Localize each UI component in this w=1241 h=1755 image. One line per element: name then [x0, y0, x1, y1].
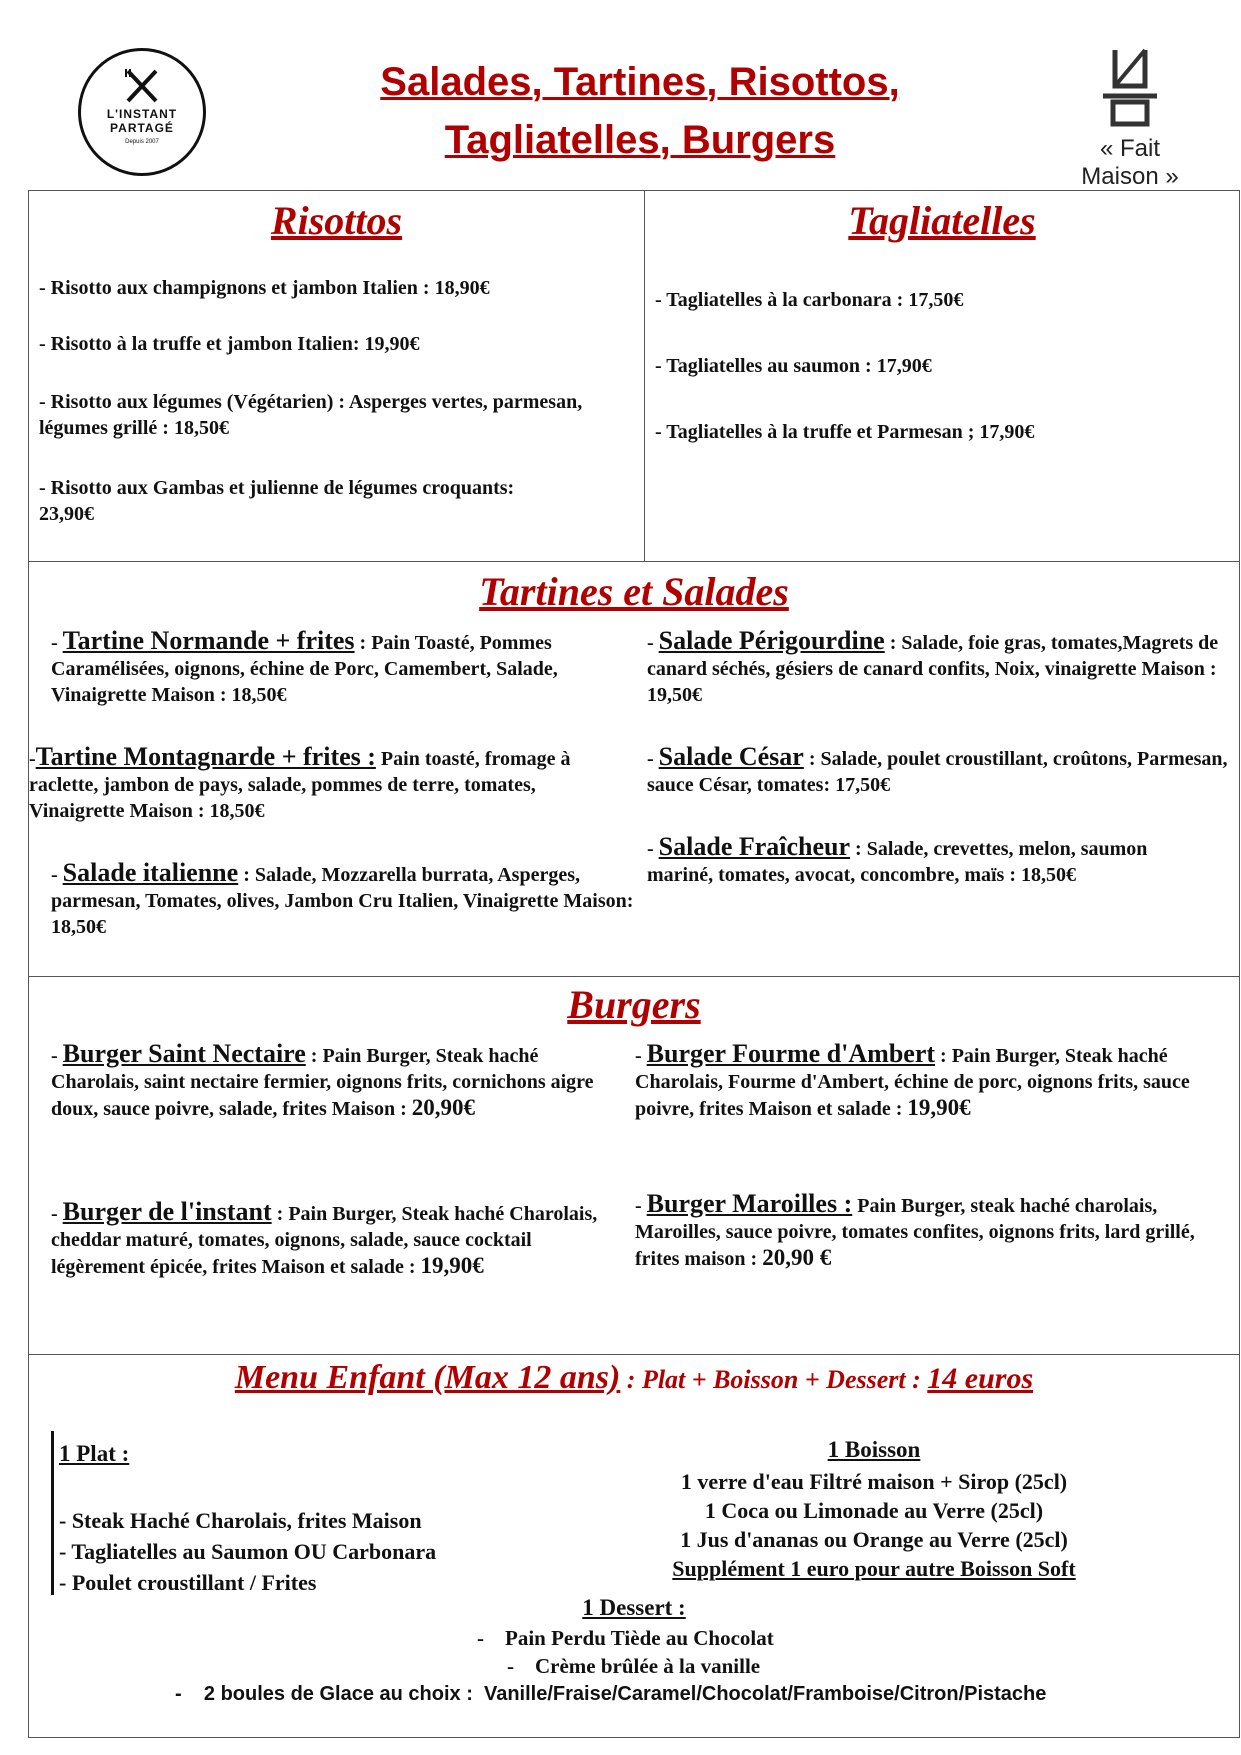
tartine-montagnarde — [29, 744, 629, 824]
item-name: Tartine Normande + frites — [62, 626, 355, 655]
item-price: 20,90€ — [411, 1095, 475, 1120]
menu-enfant-section — [28, 1354, 1240, 1738]
risottos-section — [28, 190, 645, 562]
item-name: Salade César — [658, 742, 804, 771]
item-name: Burger de l'instant — [62, 1197, 272, 1226]
boisson-item: 1 Coca ou Limonade au Verre (25cl) — [704, 1498, 1044, 1523]
item-name: Burger Fourme d'Ambert — [646, 1039, 936, 1068]
salade-italienne — [51, 860, 651, 940]
item-desc: Pain toasté, fromage à raclette, jambon de pays, salade, pommes de terre, tomates, Vinaigrette Maison : 18,50€ — [29, 748, 571, 822]
item-name: Burger Maroilles : — [646, 1189, 853, 1218]
boisson-supplement: Supplément 1 euro pour autre Boisson Soft — [672, 1556, 1076, 1581]
logo-line2: PARTAGÉ — [110, 121, 174, 135]
burgers-heading: Burgers — [567, 982, 701, 1027]
plat-item: - Steak Haché Charolais, frites Maison — [59, 1508, 422, 1533]
item-price: 20,90 € — [762, 1245, 832, 1270]
item-desc: : Pain Burger, Steak haché Charolais, Fourme d'Ambert, échine de porc, oignons frits, sauce poivre, frites Maison et salade : — [635, 1045, 1190, 1120]
item-desc: : Salade, foie gras, tomates,Magrets de canard séchés, gésiers de canard confits, Noix, vinaigrette Maison : 19,50€ — [647, 632, 1219, 706]
dessert-item: - Pain Perdu Tiède au Chocolat — [477, 1626, 774, 1650]
plat-divider — [51, 1431, 54, 1595]
item-prefix: - — [29, 748, 36, 770]
item-prefix: - — [51, 632, 63, 654]
item-prefix: - — [647, 838, 659, 860]
item-prefix: - — [647, 748, 659, 770]
boisson-title: 1 Boisson — [827, 1437, 921, 1462]
burger-maroilles — [635, 1191, 1215, 1272]
item-prefix: - — [647, 632, 659, 654]
item-name: Salade Fraîcheur — [658, 832, 851, 861]
item-prefix: - — [51, 864, 63, 886]
risotto-item: - Risotto à la truffe et jambon Italien: 19,90€ — [39, 333, 420, 355]
plat-title: 1 Plat : — [59, 1441, 130, 1466]
burger-saint-nectaire — [51, 1041, 626, 1122]
house-icon — [1095, 44, 1165, 128]
burgers-section — [28, 976, 1240, 1355]
tagliatelle-item: - Tagliatelles à la truffe et Parmesan ; 17,90€ — [655, 421, 1035, 443]
item-name: Burger Saint Nectaire — [62, 1039, 306, 1068]
fait-maison-logo — [1060, 44, 1200, 191]
item-price: 19,90€ — [907, 1095, 971, 1120]
menu-enfant-price: 14 euros — [927, 1362, 1034, 1395]
item-desc: : Pain Burger, Steak haché Charolais, saint nectaire fermier, oignons frits, cornichons aigre doux, sauce poivre, salade, frites Maison : — [51, 1045, 594, 1120]
tagliatelle-item: - Tagliatelles au saumon : 17,90€ — [655, 355, 932, 377]
menu-enfant-sub: : Plat + Boisson + Dessert : — [620, 1365, 928, 1394]
tartines-section — [28, 561, 1240, 977]
salade-cesar — [647, 744, 1237, 798]
salade-perigourdine — [647, 628, 1237, 708]
plat-item: - Poulet croustillant / Frites — [59, 1570, 317, 1595]
tartines-heading: Tartines et Salades — [479, 569, 789, 614]
page-title-line1: Salades, Tartines, Risottos, — [380, 60, 900, 104]
menu-enfant-header — [29, 1359, 1239, 1397]
item-desc: : Pain Toasté, Pommes Caramélisées, oignons, échine de Porc, Camembert, Salade, Vinaigrette Maison : 18,50€ — [51, 632, 558, 706]
menu-enfant-heading: Menu Enfant (Max 12 ans) — [234, 1359, 621, 1396]
dessert-item: - 2 boules de Glace au choix : Vanille/Fraise/Caramel/Chocolat/Framboise/Citron/Pistache — [175, 1683, 1047, 1705]
risottos-heading: Risottos — [270, 198, 403, 243]
salade-fraicheur — [647, 834, 1167, 888]
item-desc: Pain Burger, steak haché charolais, Maroilles, sauce poivre, tomates confites, oignons frits, lard grillé, frites maison : — [635, 1195, 1195, 1270]
risotto-item: - Risotto aux Gambas et julienne de légumes croquants: 23,90€ — [39, 477, 515, 525]
risotto-item: - Risotto aux légumes (Végétarien) : Asperges vertes, parmesan, légumes grillé : 18,50€ — [39, 391, 583, 439]
risotto-item: - Risotto aux champignons et jambon Italien : 18,90€ — [39, 277, 490, 299]
dessert-item: - Crème brûlée à la vanille — [507, 1654, 761, 1678]
item-prefix: - — [51, 1203, 63, 1225]
burger-de-linstant — [51, 1199, 626, 1280]
item-desc: : Salade, crevettes, melon, saumon mariné, tomates, avocat, concombre, maïs : 18,50€ — [647, 838, 1148, 886]
dessert-title: 1 Dessert : — [582, 1595, 686, 1620]
item-desc: : Salade, poulet croustillant, croûtons, Parmesan, sauce César, tomates: 17,50€ — [647, 748, 1228, 796]
item-prefix: - — [51, 1045, 63, 1067]
burger-fourme-dambert — [635, 1041, 1225, 1122]
item-prefix: - — [635, 1195, 647, 1217]
tagliatelles-heading: Tagliatelles — [848, 198, 1036, 243]
boisson-item: 1 verre d'eau Filtré maison + Sirop (25cl) — [680, 1469, 1068, 1494]
item-name: Salade italienne — [62, 858, 239, 887]
plat-item: - Tagliatelles au Saumon OU Carbonara — [59, 1539, 437, 1564]
tagliatelle-item: - Tagliatelles à la carbonara : 17,50€ — [655, 289, 964, 311]
fait-maison-caption: « Fait Maison » — [1081, 135, 1179, 190]
item-price: 19,90€ — [420, 1253, 484, 1278]
page-title-line2: Tagliatelles, Burgers — [444, 118, 836, 162]
tartine-normande — [51, 628, 651, 708]
item-name: Salade Périgourdine — [658, 626, 885, 655]
item-desc: : Pain Burger, Steak haché Charolais, cheddar maturé, tomates, oignons, salade, sauce cocktail légèrement épicée, frites Maison et salade : — [51, 1203, 598, 1278]
item-prefix: - — [635, 1045, 647, 1067]
item-desc: : Salade, Mozzarella burrata, Asperges, parmesan, Tomates, olives, Jambon Cru Italien, Vinaigrette Maison: 18,50€ — [51, 864, 634, 938]
logo-line1: L'INSTANT — [106, 107, 178, 121]
logo-line3: Depuis 2007 — [125, 139, 159, 145]
boisson-item: 1 Jus d'ananas ou Orange au Verre (25cl) — [680, 1527, 1068, 1552]
item-name: Tartine Montagnarde + frites : — [35, 742, 376, 771]
tagliatelles-section — [644, 190, 1240, 562]
